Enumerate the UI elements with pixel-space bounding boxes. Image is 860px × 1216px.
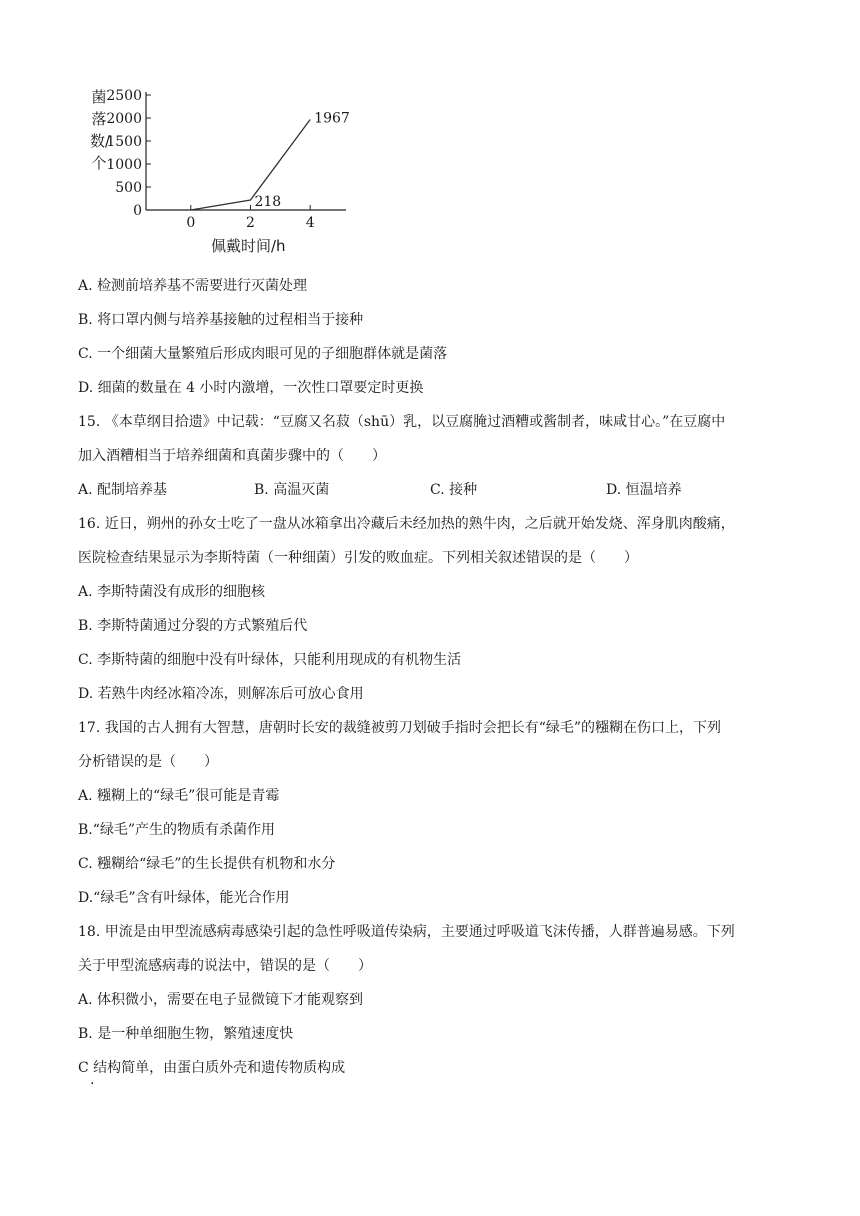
q15-option-a: A. 配制培养基 (78, 482, 168, 498)
y-tick-label: 2500 (106, 88, 142, 104)
y-tick-label: 2000 (106, 111, 142, 127)
q17-stem-line1: 17. 我国的古人拥有大智慧，唐朝时长安的裁缝被剪刀划破手指时会把长有“绿毛”的糨糊在伤口上，下列 (78, 720, 722, 736)
q16-option-d: D. 若熟牛肉经冰箱冷冻，则解冻后可放心食用 (78, 686, 364, 702)
q18-stem-line1: 18. 甲流是由甲型流感病毒感染引起的急性呼吸道传染病，主要通过呼吸道飞沫传播，人群普遍易感。下列 (78, 924, 735, 940)
q14-option-d: D. 细菌的数量在 4 小时内激增，一次性口罩要定时更换 (78, 380, 424, 396)
y-tick-label: 500 (115, 180, 142, 196)
q14-option-b: B. 将口罩内侧与培养基接触的过程相当于接种 (78, 312, 364, 328)
y-tick-label: 0 (133, 203, 142, 219)
q14-option-c: C. 一个细菌大量繁殖后形成肉眼可见的子细胞群体就是菌落 (78, 346, 448, 362)
q16-option-a: A. 李斯特菌没有成形的细胞核 (78, 584, 266, 600)
chart-svg (84, 80, 364, 260)
q15-option-c: C. 接种 (430, 482, 478, 498)
x-tick-label: 0 (186, 215, 196, 231)
y-tick-label: 1000 (106, 157, 142, 173)
stray-dot: . (90, 1072, 95, 1088)
q18-option-c: C 结构简单，由蛋白质外壳和遗传物质构成 (78, 1060, 346, 1076)
y-tick-label: 1500 (106, 134, 142, 150)
colony-count-chart (84, 80, 364, 260)
q17-option-a: A. 糨糊上的“绿毛”很可能是青霉 (78, 788, 280, 804)
q15-option-d: D. 恒温培养 (606, 482, 682, 498)
q18-stem-line2: 关于甲型流感病毒的说法中，错误的是（ ） (78, 958, 372, 974)
q15-option-b: B. 高温灭菌 (254, 482, 330, 498)
q15-stem-line1: 15. 《本草纲目拾遗》中记载：“豆腐又名菽（shū）乳，以豆腐腌过酒糟或酱制者，味咸甘心。”在豆腐中 (78, 414, 726, 430)
data-label: 218 (254, 193, 282, 210)
x-tick-label: 2 (246, 215, 255, 231)
q18-option-b: B. 是一种单细胞生物，繁殖速度快 (78, 1026, 294, 1042)
q17-option-c: C. 糨糊给“绿毛”的生长提供有机物和水分 (78, 856, 336, 872)
q16-option-b: B. 李斯特菌通过分裂的方式繁殖后代 (78, 618, 308, 634)
data-label: 1967 (314, 110, 350, 127)
q15-stem-line2: 加入酒糟相当于培养细菌和真菌步骤中的（ ） (78, 448, 386, 464)
q17-option-b: B.“绿毛”产生的物质有杀菌作用 (78, 822, 276, 838)
x-tick-label: 4 (305, 215, 315, 231)
x-axis-label: 佩戴时间/h (211, 237, 286, 255)
q16-stem-line1: 16. 近日，朔州的孙女士吃了一盘从冰箱拿出冷藏后未经加热的熟牛肉，之后就开始发烧、浑身肌肉酸痛， (78, 516, 735, 532)
q18-option-a: A. 体积微小，需要在电子显微镜下才能观察到 (78, 992, 364, 1008)
q17-option-d: D.“绿毛”含有叶绿体，能光合作用 (78, 890, 290, 906)
series-line (191, 120, 310, 210)
q16-option-c: C. 李斯特菌的细胞中没有叶绿体，只能利用现成的有机物生活 (78, 652, 462, 668)
y-axis-label: 菌落数/个 (90, 88, 111, 172)
q16-stem-line2: 医院检查结果显示为李斯特菌（一种细菌）引发的败血症。下列相关叙述错误的是（ ） (78, 550, 638, 566)
q17-stem-line2: 分析错误的是（ ） (78, 754, 218, 770)
q14-option-a: A. 检测前培养基不需要进行灭菌处理 (78, 278, 308, 294)
